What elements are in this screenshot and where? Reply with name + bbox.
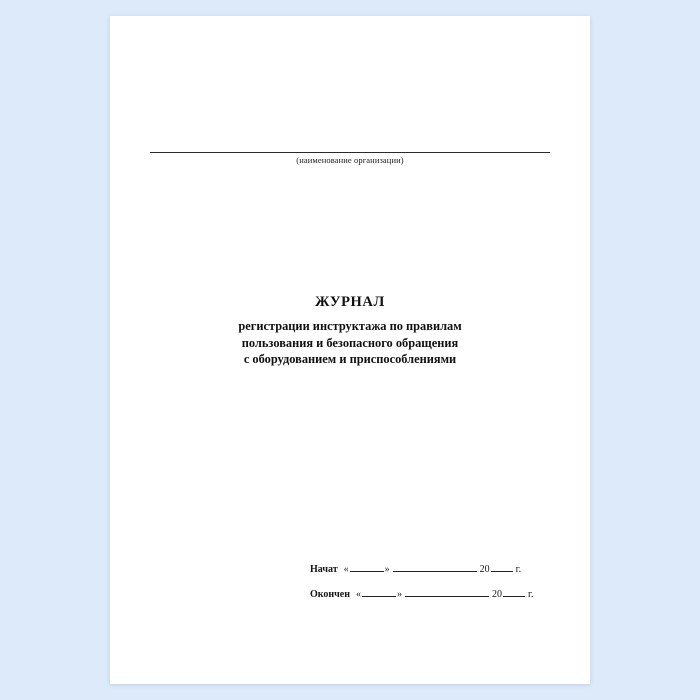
page-title: ЖУРНАЛ [315, 294, 385, 310]
start-date-year-suffix: г. [515, 564, 522, 575]
finish-date-quote-close: » [397, 589, 403, 600]
document-subtitle-line-3: с оборудованием и приспособлениями [243, 352, 457, 366]
finish-date-quote-open: « [356, 589, 362, 600]
finish-date-day-field[interactable] [362, 596, 396, 597]
document-page [110, 16, 590, 684]
start-date-quote-close: » [384, 564, 390, 575]
finish-date-month-field[interactable] [405, 596, 489, 597]
start-date-label: Начат [310, 564, 338, 575]
start-date-quote-open: « [343, 564, 349, 575]
organization-name-block [150, 138, 550, 165]
start-date-row [310, 564, 570, 575]
start-date-month-field[interactable] [393, 571, 477, 572]
finish-date-year-prefix: 20 [492, 589, 503, 600]
organization-name-caption: (наименование организации) [296, 155, 404, 165]
start-date-year-prefix: 20 [479, 564, 490, 575]
document-subtitle-line-1: регистрации инструктажа по правилам [238, 319, 462, 333]
organization-name-blank-line[interactable] [150, 138, 550, 153]
finish-date-year-suffix: г. [528, 589, 534, 600]
document-dates-block [310, 564, 570, 614]
start-date-day-field[interactable] [350, 571, 384, 572]
start-date-year-field[interactable] [491, 571, 513, 572]
document-subtitle-line-2: пользования и безопасного обращения [241, 335, 459, 350]
finish-date-label: Окончен [310, 589, 351, 600]
finish-date-row [310, 589, 570, 600]
finish-date-year-field[interactable] [503, 596, 525, 597]
document-title-block [140, 294, 560, 368]
